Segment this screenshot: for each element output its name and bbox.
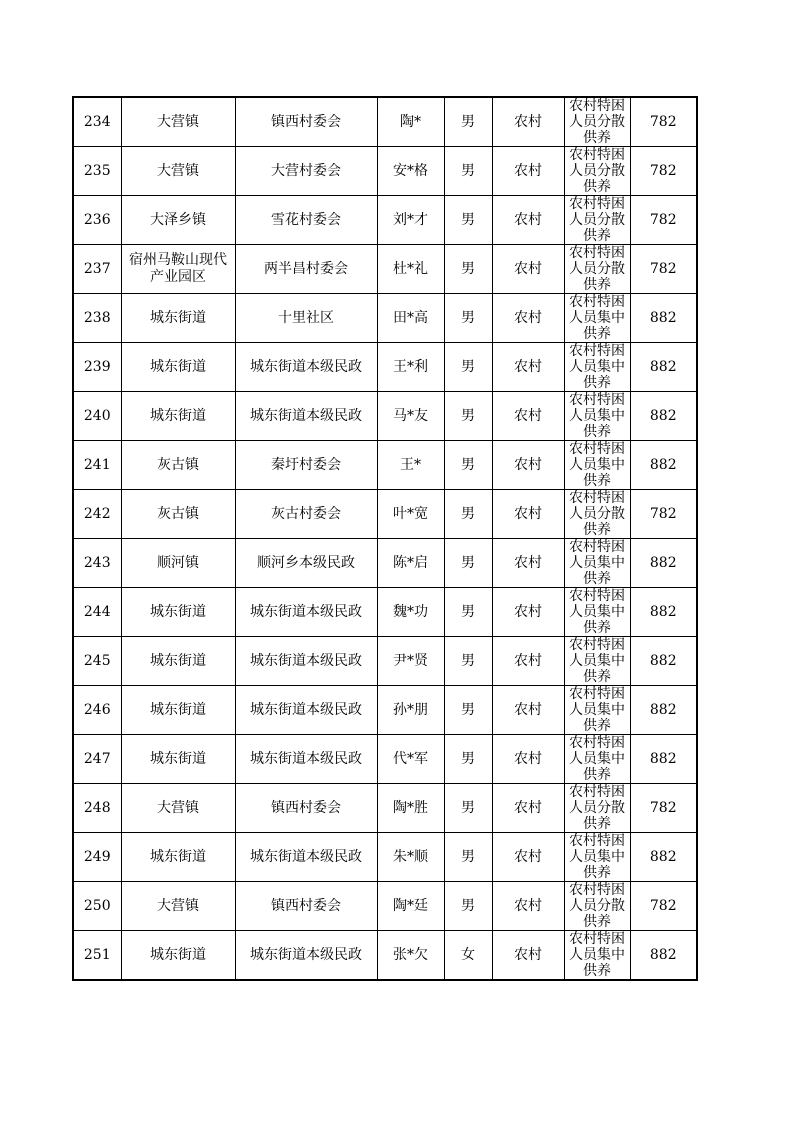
row-number-cell: 247 <box>73 735 121 784</box>
row-number-cell: 244 <box>73 588 121 637</box>
village-cell: 大营村委会 <box>235 147 377 196</box>
category-text: 农村特困人员集中供养 <box>569 686 625 734</box>
row-number-cell: 241 <box>73 441 121 490</box>
gender-cell: 女 <box>444 931 492 981</box>
amount-cell: 882 <box>630 294 697 343</box>
person-name-cell: 刘*才 <box>377 196 444 245</box>
residence-type-cell: 农村 <box>492 931 564 981</box>
category-cell <box>564 735 630 784</box>
residence-type-cell: 农村 <box>492 637 564 686</box>
gender-cell: 男 <box>444 686 492 735</box>
town-text: 大营镇 <box>156 897 199 914</box>
town-cell <box>121 147 235 196</box>
person-name-cell: 陈*启 <box>377 539 444 588</box>
town-text: 大营镇 <box>156 162 199 179</box>
person-name-cell: 代*军 <box>377 735 444 784</box>
town-cell <box>121 588 235 637</box>
person-name-cell: 王* <box>377 441 444 490</box>
residence-type-cell: 农村 <box>492 882 564 931</box>
person-name-cell: 魏*功 <box>377 588 444 637</box>
gender-cell: 男 <box>444 147 492 196</box>
gender-cell: 男 <box>444 784 492 833</box>
residence-type-cell: 农村 <box>492 490 564 539</box>
row-number-cell: 242 <box>73 490 121 539</box>
category-cell <box>564 147 630 196</box>
amount-cell: 882 <box>630 392 697 441</box>
category-cell <box>564 784 630 833</box>
village-cell: 两半昌村委会 <box>235 245 377 294</box>
table-row <box>73 245 697 294</box>
table-row <box>73 833 697 882</box>
amount-cell: 882 <box>630 833 697 882</box>
gender-cell: 男 <box>444 637 492 686</box>
category-cell <box>564 637 630 686</box>
amount-cell: 782 <box>630 147 697 196</box>
town-cell <box>121 196 235 245</box>
town-cell <box>121 441 235 490</box>
amount-cell: 782 <box>630 97 697 147</box>
category-text: 农村特困人员分散供养 <box>569 784 625 832</box>
table-row <box>73 637 697 686</box>
village-cell: 城东街道本级民政 <box>235 931 377 981</box>
table-row <box>73 294 697 343</box>
village-cell: 秦圩村委会 <box>235 441 377 490</box>
category-cell <box>564 196 630 245</box>
table-row <box>73 931 697 981</box>
category-cell <box>564 931 630 981</box>
category-text: 农村特困人员集中供养 <box>569 637 625 685</box>
category-cell <box>564 441 630 490</box>
village-cell: 城东街道本级民政 <box>235 833 377 882</box>
residence-type-cell: 农村 <box>492 833 564 882</box>
town-text: 灰古镇 <box>156 505 199 522</box>
row-number-cell: 250 <box>73 882 121 931</box>
town-cell <box>121 931 235 981</box>
amount-cell: 882 <box>630 931 697 981</box>
village-cell: 城东街道本级民政 <box>235 588 377 637</box>
residence-type-cell: 农村 <box>492 147 564 196</box>
town-text: 城东街道 <box>149 652 206 669</box>
row-number-cell: 240 <box>73 392 121 441</box>
table-row <box>73 441 697 490</box>
residence-type-cell: 农村 <box>492 392 564 441</box>
row-number-cell: 236 <box>73 196 121 245</box>
category-text: 农村特困人员分散供养 <box>569 490 625 538</box>
category-text: 农村特困人员集中供养 <box>569 294 625 342</box>
table-row <box>73 539 697 588</box>
village-cell: 镇西村委会 <box>235 784 377 833</box>
town-cell <box>121 686 235 735</box>
village-cell: 城东街道本级民政 <box>235 392 377 441</box>
residence-type-cell: 农村 <box>492 588 564 637</box>
town-text: 城东街道 <box>149 358 206 375</box>
gender-cell: 男 <box>444 196 492 245</box>
gender-cell: 男 <box>444 490 492 539</box>
town-text: 城东街道 <box>149 750 206 767</box>
amount-cell: 782 <box>630 196 697 245</box>
town-text: 城东街道 <box>149 946 206 963</box>
gender-cell: 男 <box>444 882 492 931</box>
gender-cell: 男 <box>444 441 492 490</box>
amount-cell: 782 <box>630 490 697 539</box>
amount-cell: 882 <box>630 735 697 784</box>
town-cell <box>121 343 235 392</box>
category-text: 农村特困人员集中供养 <box>569 588 625 636</box>
row-number-cell: 251 <box>73 931 121 981</box>
table-body <box>73 97 697 980</box>
village-cell: 雪花村委会 <box>235 196 377 245</box>
gender-cell: 男 <box>444 294 492 343</box>
gender-cell: 男 <box>444 735 492 784</box>
residence-type-cell: 农村 <box>492 196 564 245</box>
gender-cell: 男 <box>444 343 492 392</box>
row-number-cell: 249 <box>73 833 121 882</box>
town-text: 大营镇 <box>156 113 199 130</box>
person-name-cell: 安*格 <box>377 147 444 196</box>
category-cell <box>564 686 630 735</box>
table-row <box>73 490 697 539</box>
person-name-cell: 朱*顺 <box>377 833 444 882</box>
table-row <box>73 196 697 245</box>
town-cell <box>121 637 235 686</box>
person-name-cell: 杜*礼 <box>377 245 444 294</box>
gender-cell: 男 <box>444 97 492 147</box>
residence-type-cell: 农村 <box>492 294 564 343</box>
person-name-cell: 陶*胜 <box>377 784 444 833</box>
village-cell: 顺河乡本级民政 <box>235 539 377 588</box>
row-number-cell: 246 <box>73 686 121 735</box>
village-cell: 十里社区 <box>235 294 377 343</box>
village-cell: 城东街道本级民政 <box>235 686 377 735</box>
gender-cell: 男 <box>444 539 492 588</box>
category-text: 农村特困人员集中供养 <box>569 539 625 587</box>
town-text: 城东街道 <box>149 407 206 424</box>
category-text: 农村特困人员分散供养 <box>569 196 625 244</box>
category-cell <box>564 245 630 294</box>
table-row <box>73 588 697 637</box>
category-cell <box>564 588 630 637</box>
town-text: 城东街道 <box>149 309 206 326</box>
table-row <box>73 784 697 833</box>
residence-type-cell: 农村 <box>492 97 564 147</box>
residence-type-cell: 农村 <box>492 245 564 294</box>
table-row <box>73 97 697 147</box>
amount-cell: 882 <box>630 343 697 392</box>
category-cell <box>564 294 630 343</box>
category-text: 农村特困人员分散供养 <box>569 882 625 930</box>
residence-type-cell: 农村 <box>492 735 564 784</box>
town-cell <box>121 245 235 294</box>
town-cell <box>121 784 235 833</box>
table-row <box>73 735 697 784</box>
row-number-cell: 245 <box>73 637 121 686</box>
row-number-cell: 235 <box>73 147 121 196</box>
row-number-cell: 248 <box>73 784 121 833</box>
town-cell <box>121 294 235 343</box>
town-text: 城东街道 <box>149 848 206 865</box>
row-number-cell: 243 <box>73 539 121 588</box>
category-text: 农村特困人员分散供养 <box>569 147 625 195</box>
table-row <box>73 343 697 392</box>
category-text: 农村特困人员集中供养 <box>569 343 625 391</box>
category-cell <box>564 343 630 392</box>
category-cell <box>564 882 630 931</box>
roster-table <box>72 96 698 981</box>
person-name-cell: 叶*宽 <box>377 490 444 539</box>
person-name-cell: 孙*朋 <box>377 686 444 735</box>
gender-cell: 男 <box>444 833 492 882</box>
category-text: 农村特困人员集中供养 <box>569 931 625 979</box>
town-text: 宿州马鞍山现代产业园区 <box>128 252 227 285</box>
table-row <box>73 147 697 196</box>
gender-cell: 男 <box>444 392 492 441</box>
village-cell: 城东街道本级民政 <box>235 343 377 392</box>
category-text: 农村特困人员集中供养 <box>569 735 625 783</box>
town-text: 大泽乡镇 <box>149 211 206 228</box>
amount-cell: 882 <box>630 539 697 588</box>
amount-cell: 882 <box>630 441 697 490</box>
row-number-cell: 238 <box>73 294 121 343</box>
category-cell <box>564 97 630 147</box>
person-name-cell: 陶*廷 <box>377 882 444 931</box>
table-row <box>73 686 697 735</box>
town-cell <box>121 833 235 882</box>
town-text: 大营镇 <box>156 799 199 816</box>
village-cell: 城东街道本级民政 <box>235 735 377 784</box>
row-number-cell: 239 <box>73 343 121 392</box>
category-cell <box>564 490 630 539</box>
amount-cell: 882 <box>630 686 697 735</box>
category-text: 农村特困人员集中供养 <box>569 441 625 489</box>
person-name-cell: 田*高 <box>377 294 444 343</box>
category-text: 农村特困人员集中供养 <box>569 392 625 440</box>
town-text: 顺河镇 <box>156 554 199 571</box>
town-cell <box>121 392 235 441</box>
town-text: 城东街道 <box>149 603 206 620</box>
residence-type-cell: 农村 <box>492 539 564 588</box>
person-name-cell: 陶* <box>377 97 444 147</box>
residence-type-cell: 农村 <box>492 784 564 833</box>
town-text: 城东街道 <box>149 701 206 718</box>
table-row <box>73 882 697 931</box>
residence-type-cell: 农村 <box>492 441 564 490</box>
amount-cell: 882 <box>630 637 697 686</box>
town-cell <box>121 97 235 147</box>
amount-cell: 782 <box>630 882 697 931</box>
amount-cell: 782 <box>630 784 697 833</box>
residence-type-cell: 农村 <box>492 686 564 735</box>
category-cell <box>564 833 630 882</box>
person-name-cell: 王*利 <box>377 343 444 392</box>
amount-cell: 782 <box>630 245 697 294</box>
town-cell <box>121 539 235 588</box>
person-name-cell: 尹*贤 <box>377 637 444 686</box>
village-cell: 镇西村委会 <box>235 97 377 147</box>
village-cell: 灰古村委会 <box>235 490 377 539</box>
gender-cell: 男 <box>444 588 492 637</box>
person-name-cell: 张*欠 <box>377 931 444 981</box>
category-cell <box>564 392 630 441</box>
village-cell: 城东街道本级民政 <box>235 637 377 686</box>
town-cell <box>121 490 235 539</box>
category-text: 农村特困人员分散供养 <box>569 245 625 293</box>
category-text: 农村特困人员分散供养 <box>569 98 625 146</box>
category-cell <box>564 539 630 588</box>
category-text: 农村特困人员集中供养 <box>569 833 625 881</box>
table-row <box>73 392 697 441</box>
person-name-cell: 马*友 <box>377 392 444 441</box>
gender-cell: 男 <box>444 245 492 294</box>
village-cell: 镇西村委会 <box>235 882 377 931</box>
residence-type-cell: 农村 <box>492 343 564 392</box>
town-cell <box>121 735 235 784</box>
amount-cell: 882 <box>630 588 697 637</box>
row-number-cell: 237 <box>73 245 121 294</box>
town-text: 灰古镇 <box>156 456 199 473</box>
town-cell <box>121 882 235 931</box>
row-number-cell: 234 <box>73 97 121 147</box>
